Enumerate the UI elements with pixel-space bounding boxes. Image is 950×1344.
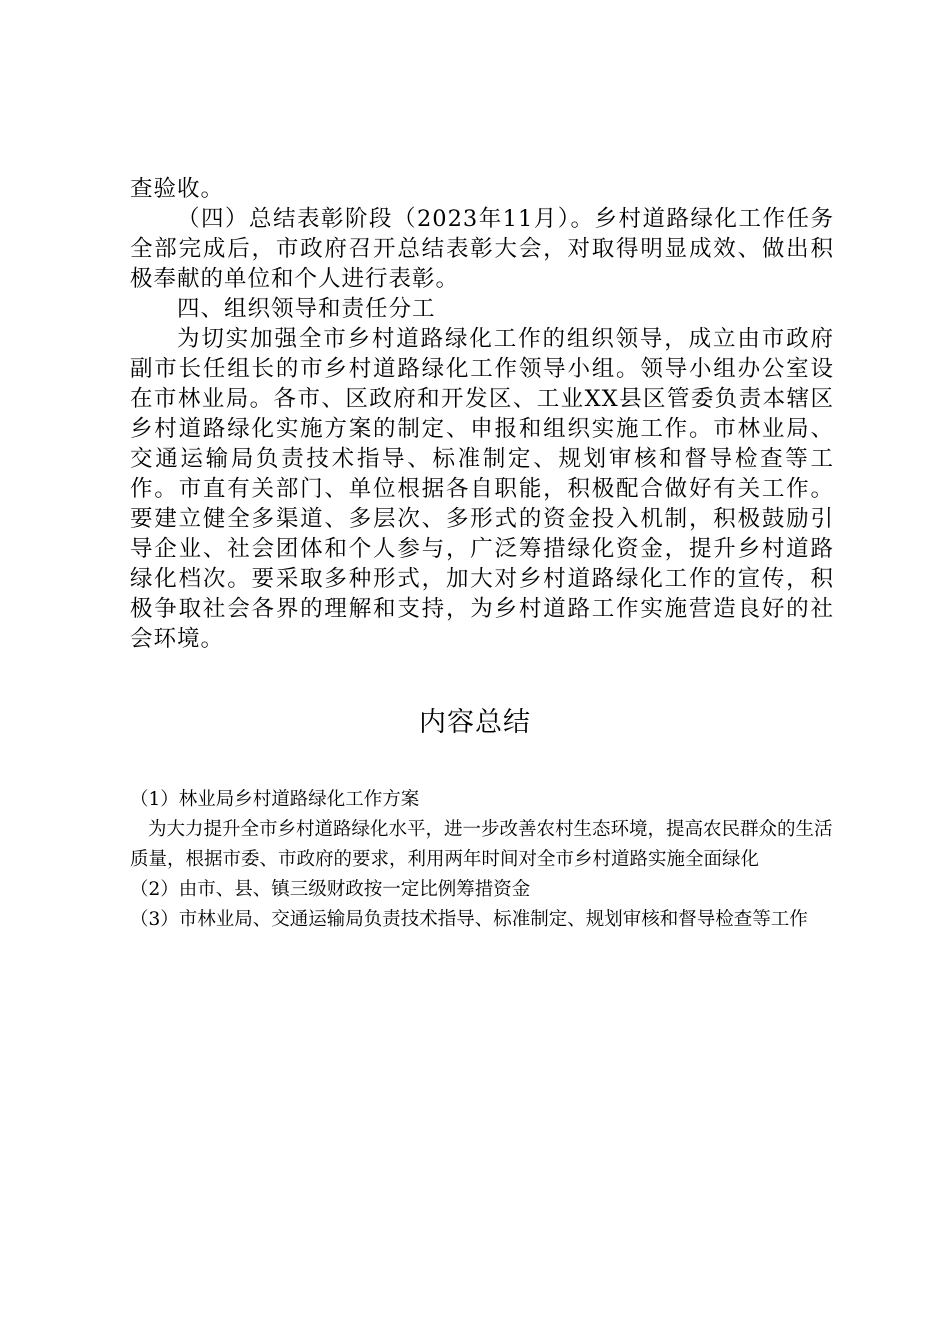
- paragraph-organization: 为切实加强全市乡村道路绿化工作的组织领导，成立由市政府副市长任组长的市乡村道路绿化工作领导小组。领导小组办公室设在市林业局。各市、区政府和开发区、工业XX县区管委负责本辖区乡村道路绿化实施方案的制定、申报和组织实施工作。市林业局、交通运输局负责技术指导、标准制定、规划审核和督导检查等工作。市直有关部门、单位根据各自职能，积极配合做好有关工作。要建立健全多渠道、多层次、多形式的资金投入机制，积极鼓励引导企业、社会团体和个人参与，广泛筹措绿化资金，提升乡村道路绿化档次。要采取多种形式，加大对乡村道路绿化工作的宣传，积极争取社会各界的理解和支持，为乡村道路工作实施营造良好的社会环境。: [130, 326, 834, 652]
- paragraph-summary-stage: （四）总结表彰阶段（2023年11月）。乡村道路绿化工作任务全部完成后，市政府召开总结表彰大会，对取得明显成效、做出积极奉献的单位和个人进行表彰。: [130, 206, 834, 292]
- summary-item-1: （1）林业局乡村道路绿化工作方案: [130, 789, 420, 810]
- summary-title: 内容总结: [419, 707, 531, 738]
- summary-item-2: （2）由市、县、镇三级财政按一定比例筹措资金: [130, 879, 531, 900]
- summary-item-1-text: 为大力提升全市乡村道路绿化水平，进一步改善农村生态环境，提高农民群众的生活质量，根据市委、市政府的要求，利用两年时间对全市乡村道路实施全面绿化: [130, 819, 833, 870]
- summary-list: [130, 785, 834, 935]
- section-heading-organization: 四、组织领导和责任分工: [177, 296, 436, 322]
- summary-item-3: （3）市林业局、交通运输局负责技术指导、标准制定、规划审核和督导检查等工作: [130, 909, 808, 930]
- document-body: [130, 174, 834, 654]
- paragraph-continuation: 查验收。: [130, 176, 225, 202]
